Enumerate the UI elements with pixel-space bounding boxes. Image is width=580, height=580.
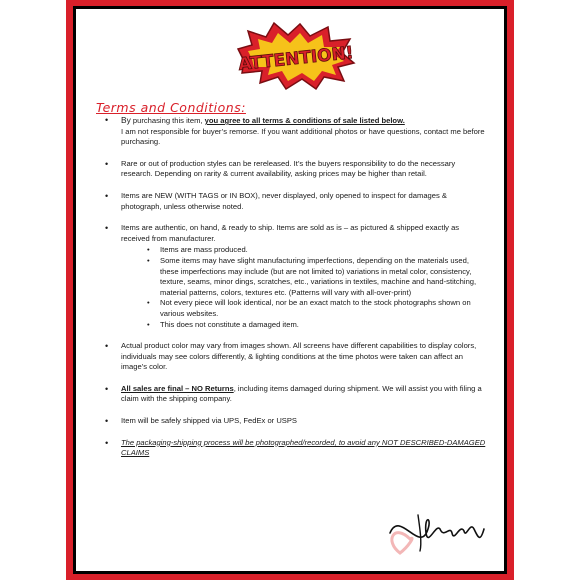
black-border <box>73 6 507 574</box>
term-4-sublist <box>121 245 488 330</box>
term-8: • The packaging-shipping process will be photographed/recorded, to avoid any NOT DESCRIBED-DAMAGED CLAIMS <box>88 438 488 459</box>
term-4-sub-3: • Not every piece will look identical, nor be an exact match to the stock photographs shown on various websites. <box>121 298 488 319</box>
term-4-sub-2: • Some items may have slight manufacturing imperfections, depending on the materials used, these imperfections may include (but are not limited to) variations in metal color, consistency, texture, seams, minor dings, scratches, etc., variations in textiles, machine and hand-stitching, material patterns, colors, textures etc. (Patterns will vary with all-over-print) <box>121 256 488 298</box>
term-2: • Rare or out of production styles can be rereleased. It’s the buyers responsibility to do the necessary research. Depending on rarity & current availability, asking prices may be higher than retail. <box>88 159 488 180</box>
badge-text: ATTENTION! <box>237 43 355 75</box>
term-4 <box>88 223 488 330</box>
attention-burst-icon <box>236 21 356 91</box>
term-1 <box>88 115 488 148</box>
term-6-rest: , including items damaged during shipment. We will assist you with filing a claim with the shipping company. <box>121 383 482 404</box>
term-6 <box>88 384 488 405</box>
term-5: • Actual product color may vary from images shown. All screens have different capabilities to display colors, individuals may see colors differently, & lighting conditions at the time photos were taken can affect an image’s color. <box>88 341 488 373</box>
term-7: • Item will be safely shipped via UPS, FedEx or USPS <box>88 416 488 427</box>
term-4-sub-4: • This does not constitute a damaged item. <box>121 320 488 331</box>
term-1-mid: purchasing this item, <box>130 116 205 125</box>
terms-list <box>88 115 488 470</box>
thank-you-signature-icon <box>380 499 490 559</box>
term-4-text: Items are authentic, on hand, & ready to ship. Items are sold as is – as pictured & shipped exactly as received from manufacturer. <box>121 223 460 243</box>
term-1-lead: By <box>121 115 131 125</box>
term-3: • Items are NEW (WITH TAGS or IN BOX), never displayed, only opened to inspect for damages & photograph, unless otherwise noted. <box>88 191 488 212</box>
term-1-rest: I am not responsible for buyer’s remorse. If you want additional photos or have questions, contact me before purchasing. <box>121 126 485 147</box>
red-frame <box>66 0 514 580</box>
term-6-bold: All sales are final – NO Returns <box>121 383 234 393</box>
terms-heading: Terms and Conditions: <box>96 100 246 115</box>
document-page <box>76 9 504 571</box>
term-4-sub-1: • Items are mass produced. <box>121 245 488 256</box>
term-1-emphasis: you agree to all terms & conditions of sale listed below. <box>204 116 405 125</box>
